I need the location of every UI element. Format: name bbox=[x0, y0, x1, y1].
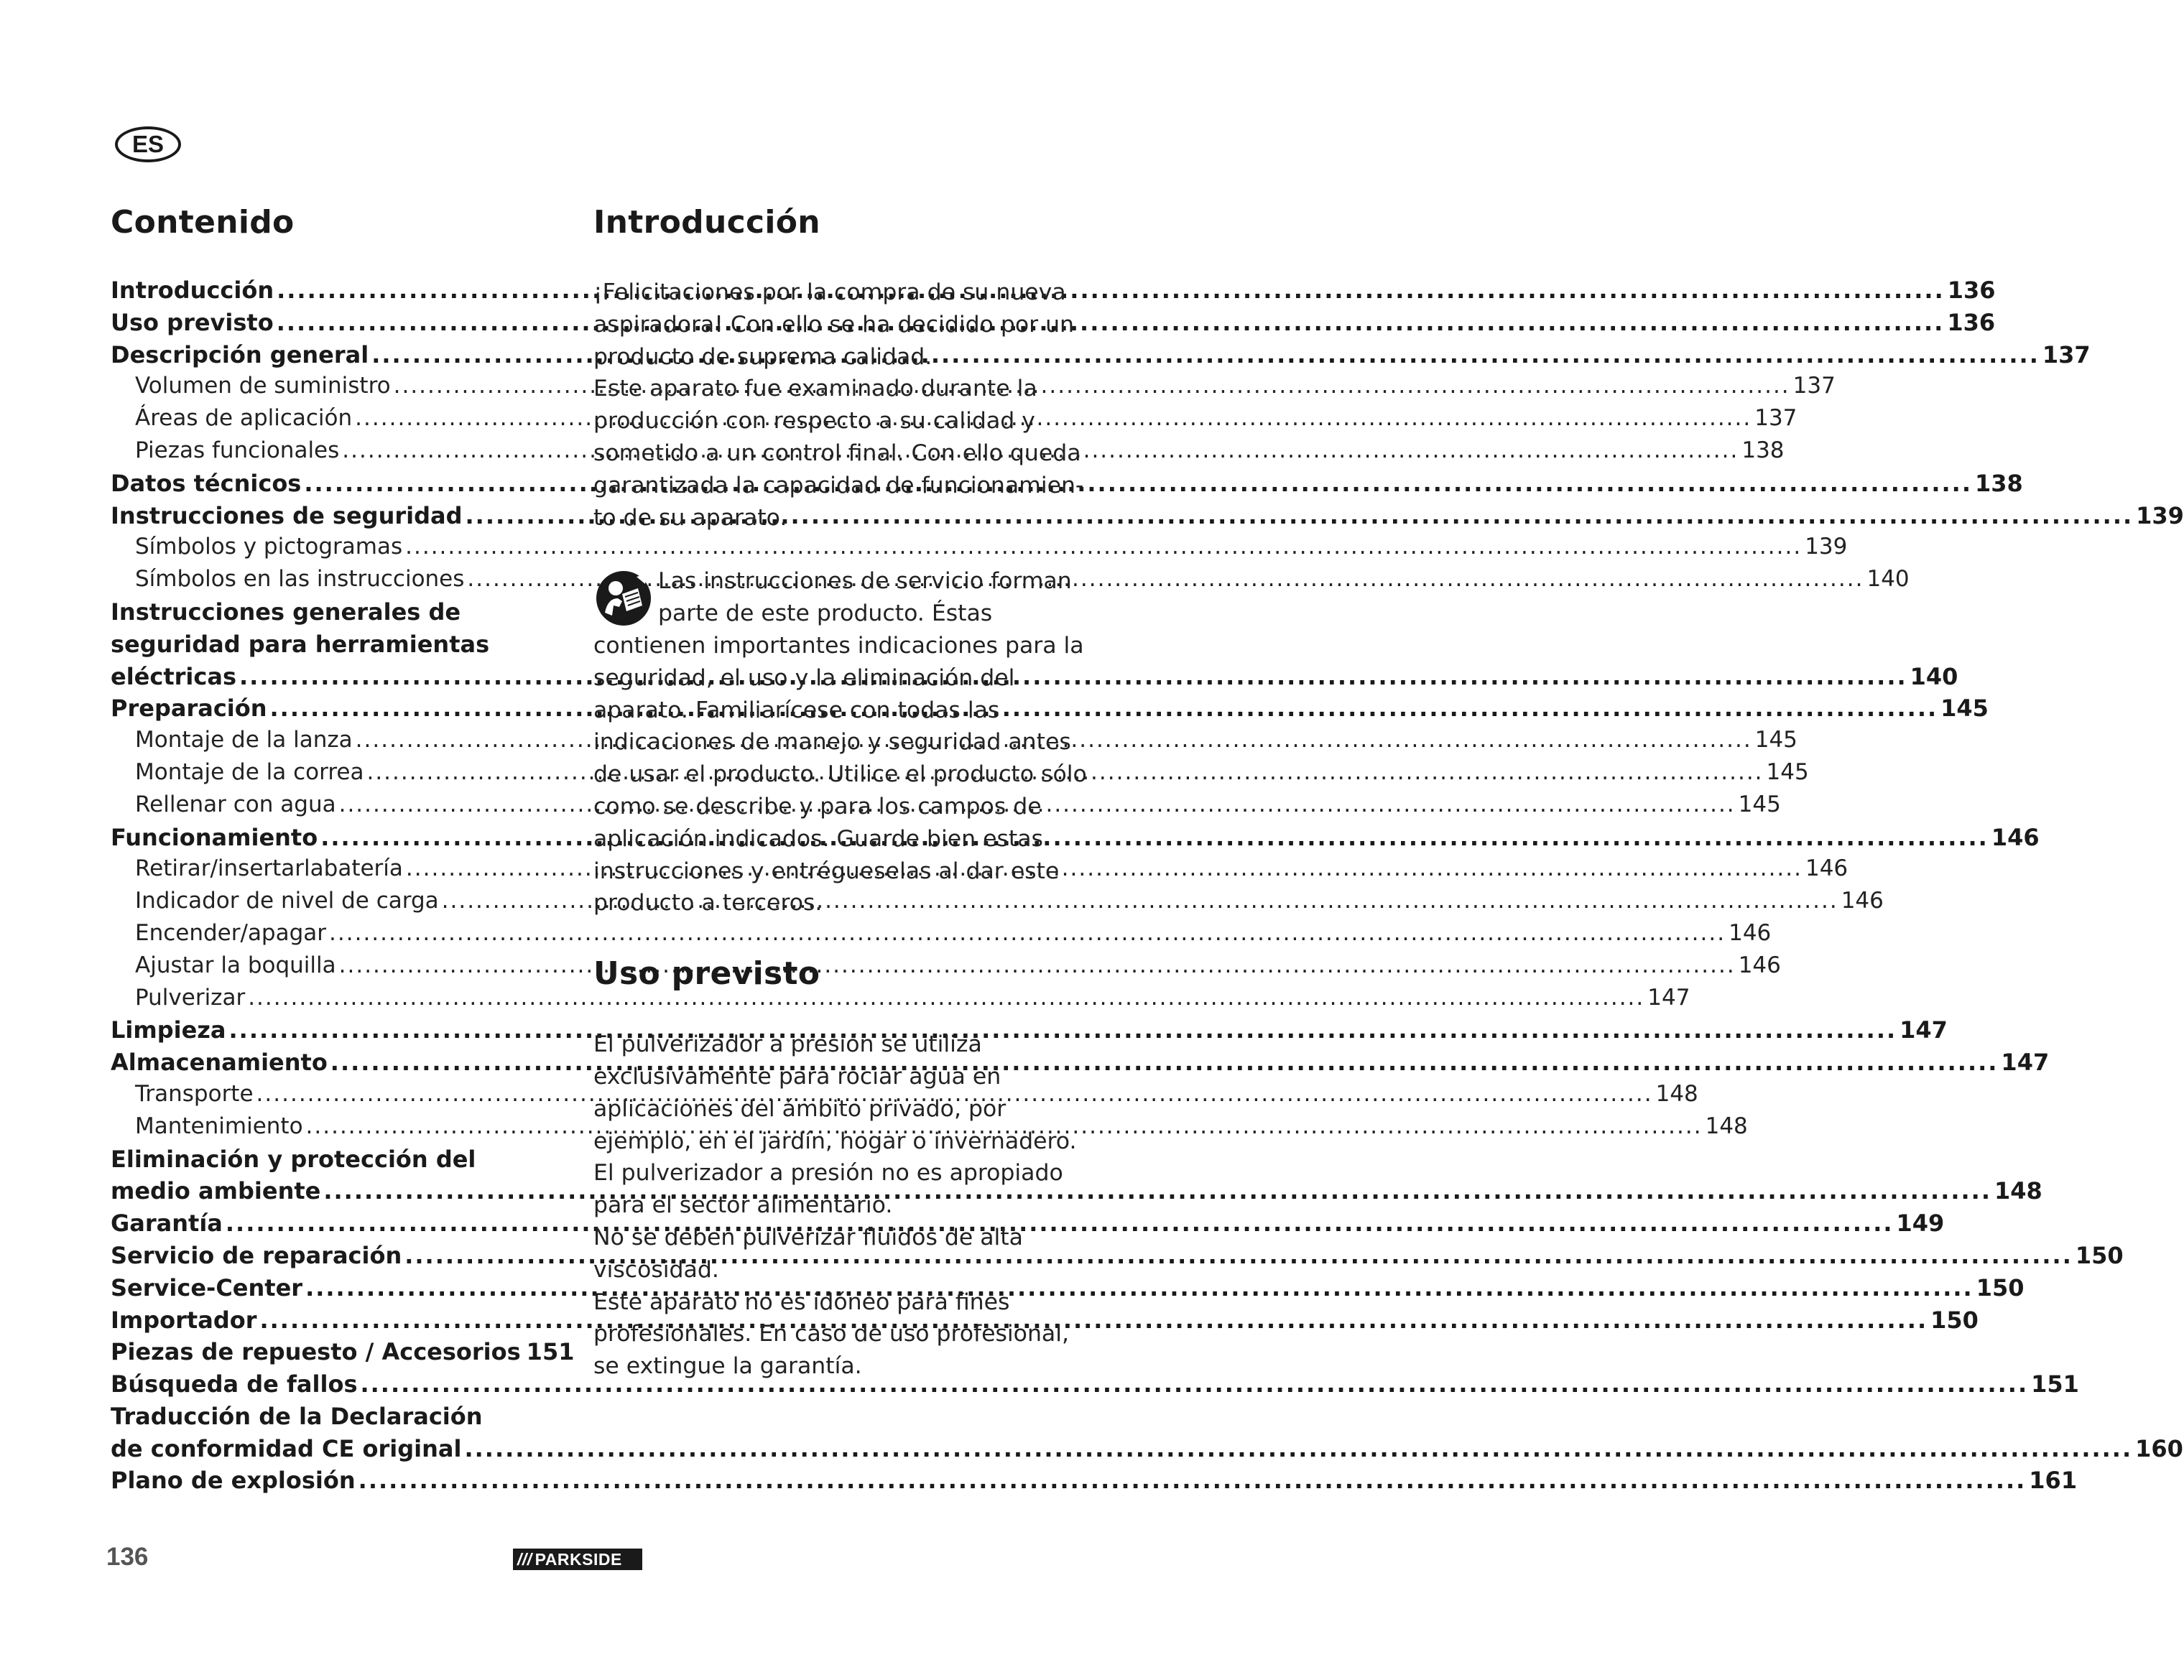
toc-entry-page: 148 bbox=[1655, 1080, 1698, 1107]
text-line: ¡Felicitaciones por la compra de su nueva bbox=[593, 279, 1066, 305]
intro-body bbox=[593, 277, 1084, 534]
toc-leader-dots bbox=[270, 695, 1938, 722]
toc-entry-label: Ajustar la boquilla bbox=[135, 952, 336, 978]
toc-entry-page: 148 bbox=[1705, 1113, 1748, 1139]
text-line: parte de este producto. Éstas bbox=[658, 600, 993, 627]
text-line: aplicación indicados. Guarde bien estas bbox=[593, 825, 1043, 852]
text-line: profesionales. En caso de uso profesional, bbox=[593, 1321, 1069, 1347]
toc-leader-dots bbox=[320, 824, 1989, 851]
toc-entry-label: Piezas funcionales bbox=[135, 437, 340, 463]
text-line: como se describe y para los campos de bbox=[593, 793, 1042, 820]
toc-entry-page: 139 bbox=[2136, 501, 2184, 529]
toc-entry-label: Piezas de repuesto / Accesorios bbox=[111, 1338, 521, 1366]
toc-entry-label: Instrucciones de seguridad bbox=[111, 501, 463, 529]
text-line: instrucciones y entrégueselas al dar este bbox=[593, 858, 1060, 884]
toc-entry-page: 137 bbox=[2042, 340, 2091, 368]
text-line: Las instrucciones de servicio forman bbox=[658, 568, 1072, 595]
toc-entry-label: Búsqueda de fallos bbox=[111, 1370, 358, 1398]
toc-leader-dots bbox=[277, 309, 1945, 336]
text-line: aplicaciones del ámbito privado, por bbox=[593, 1095, 1007, 1122]
text-line: seguridad, el uso y la eliminación del bbox=[593, 664, 1015, 691]
toc-entry-label: Garantía bbox=[111, 1210, 223, 1238]
toc-entry-label: de conformidad CE original bbox=[111, 1434, 462, 1462]
uso-title: Uso previsto bbox=[593, 955, 820, 993]
toc-entry-page: 145 bbox=[1738, 791, 1781, 817]
toc-entry-page: 150 bbox=[1976, 1273, 2025, 1301]
toc-leader-dots bbox=[259, 1307, 1928, 1334]
toc-entry-page: 140 bbox=[1866, 566, 1910, 593]
toc-entry-page: 150 bbox=[1930, 1306, 1979, 1334]
toc-entry-label: Plano de explosión bbox=[111, 1467, 356, 1495]
toc-leader-dots bbox=[304, 470, 1972, 497]
toc-entry-label: Service-Center bbox=[111, 1273, 303, 1301]
uso-body bbox=[593, 1029, 1077, 1383]
toc-entry-page: 138 bbox=[1974, 469, 2023, 497]
toc-entry-page: 147 bbox=[1900, 1016, 1948, 1044]
text-line: contienen importantes indicaciones para la bbox=[593, 632, 1084, 659]
manual-notice bbox=[593, 565, 1087, 919]
toc-leader-dots bbox=[464, 1435, 2132, 1462]
toc-entry-page: 136 bbox=[1947, 308, 1996, 336]
toc-entry-label: Importador bbox=[111, 1306, 257, 1334]
toc-entry-label: seguridad para herramientas bbox=[111, 630, 490, 658]
text-line: para el sector alimentario. bbox=[593, 1192, 893, 1219]
toc-entry-page: 138 bbox=[1741, 437, 1785, 463]
text-line: producto a terceros. bbox=[593, 890, 823, 916]
read-manual-icon bbox=[593, 568, 654, 628]
text-line: No se deben pulverizar fluidos de alta bbox=[593, 1224, 1023, 1250]
toc-entry-page: 137 bbox=[1754, 405, 1797, 432]
toc-entry-label: Mantenimiento bbox=[135, 1113, 303, 1139]
toc-entry-label: medio ambiente bbox=[111, 1177, 321, 1205]
toc-entry[interactable] bbox=[111, 534, 1848, 566]
text-line: se extingue la garantía. bbox=[593, 1353, 862, 1380]
toc-entry-page: 146 bbox=[1738, 952, 1781, 978]
intro-title: Introducción bbox=[593, 204, 820, 241]
page-number: 136 bbox=[106, 1543, 149, 1571]
toc-entry-label: Rellenar con agua bbox=[135, 791, 336, 817]
toc-entry-label: Montaje de la correa bbox=[135, 758, 364, 785]
toc-entry-page: 146 bbox=[1841, 888, 1884, 914]
toc-entry-page: 161 bbox=[2029, 1467, 2078, 1495]
toc-leader-dots bbox=[358, 1467, 2027, 1494]
toc-entry-label: Montaje de la lanza bbox=[135, 727, 353, 753]
parkside-logo bbox=[513, 1549, 642, 1570]
toc-entry-page: 148 bbox=[1994, 1177, 2042, 1205]
toc-entry-page: 146 bbox=[1991, 823, 2040, 851]
toc-entry-label: Instrucciones generales de bbox=[111, 598, 461, 626]
toc-entry-label: Introducción bbox=[111, 277, 274, 304]
toc-entry-label: Descripción general bbox=[111, 340, 369, 368]
text-line: producción con respecto a su calidad y bbox=[593, 408, 1035, 435]
toc-entry-page: 136 bbox=[1947, 277, 1996, 304]
toc-entry[interactable] bbox=[111, 1403, 565, 1435]
text-line: indicaciones de manejo y seguridad antes bbox=[593, 729, 1071, 756]
text-line: Este aparato fue examinado durante la bbox=[593, 376, 1037, 402]
content-column bbox=[593, 200, 1087, 1383]
toc-entry-page: 145 bbox=[1754, 727, 1797, 753]
toc-entry-label: Símbolos en las instrucciones bbox=[135, 566, 465, 593]
toc-entry[interactable] bbox=[111, 598, 565, 631]
text-line: aparato. Familiarícese con todas las bbox=[593, 697, 1000, 723]
toc-entry-page: 149 bbox=[1896, 1210, 1945, 1238]
toc-entry-label: Limpieza bbox=[111, 1016, 226, 1044]
toc-entry-page: 147 bbox=[1647, 984, 1690, 1011]
toc-leader-dots bbox=[277, 277, 1945, 304]
toc-entry-label: Almacenamiento bbox=[111, 1049, 328, 1077]
toc-entry-page: 140 bbox=[1910, 662, 1958, 690]
toc-entry-label: Símbolos y pictogramas bbox=[135, 534, 403, 560]
toc-entry-label: Servicio de reparación bbox=[111, 1241, 402, 1269]
text-line: to de su aparato. bbox=[593, 504, 787, 531]
text-line: de usar el producto. Utilice el producto sólo bbox=[593, 761, 1087, 788]
toc-leader-dots bbox=[323, 1177, 1991, 1205]
toc-entry-page: 146 bbox=[1729, 919, 1772, 946]
toc-entry[interactable] bbox=[111, 984, 1690, 1017]
toc-entry-label: eléctricas bbox=[111, 662, 236, 690]
toc-leader-dots bbox=[239, 663, 1907, 690]
text-line: garantizada la capacidad de funcionamien- bbox=[593, 472, 1084, 498]
text-line: El pulverizador a presión se utiliza bbox=[593, 1031, 982, 1058]
toc-entry-page: 145 bbox=[1940, 695, 1989, 723]
toc-entry-page: 146 bbox=[1805, 855, 1848, 882]
toc-leader-dots bbox=[330, 1049, 1999, 1076]
toc-entry[interactable] bbox=[111, 1146, 565, 1178]
text-line: sometido a un control final. Con ello queda bbox=[593, 440, 1081, 466]
toc-entry-label: Funcionamiento bbox=[111, 823, 318, 851]
toc-entry-label: Pulverizar bbox=[135, 984, 246, 1011]
toc-entry-page: 145 bbox=[1766, 758, 1809, 785]
text-line: aspiradora! Con ello se ha decidido por un bbox=[593, 311, 1075, 338]
toc-entry-label: Encender/apagar bbox=[135, 919, 327, 946]
text-line: producto de suprema calidad. bbox=[593, 343, 933, 370]
toc-entry-page: 139 bbox=[1805, 534, 1848, 560]
toc-entry[interactable] bbox=[111, 1434, 2183, 1467]
toc-entry[interactable] bbox=[111, 1338, 575, 1370]
toc-entry-page: 150 bbox=[2075, 1241, 2124, 1269]
toc-entry-label: Indicador de nivel de carga bbox=[135, 888, 439, 914]
toc-entry[interactable] bbox=[111, 1370, 2079, 1403]
brand-name: PARKSIDE bbox=[535, 1549, 622, 1569]
toc-leader-dots bbox=[305, 1274, 1974, 1301]
toc-entry-page: 151 bbox=[526, 1338, 575, 1366]
text-line: ejemplo, en el jardín, hogar o invernadero. bbox=[593, 1128, 1077, 1154]
toc-entry-label: Áreas de aplicación bbox=[135, 405, 353, 432]
toc-entry[interactable] bbox=[111, 631, 565, 663]
text-line: Este aparato no es idóneo para fines bbox=[593, 1289, 1010, 1315]
text-line: exclusivamente para rociar agua en bbox=[593, 1063, 1001, 1090]
brand-slashes: /// bbox=[517, 1549, 532, 1569]
toc-entry-label: Datos técnicos bbox=[111, 469, 302, 497]
toc-entry-label: Eliminación y protección del bbox=[111, 1145, 476, 1173]
toc-entry[interactable] bbox=[111, 919, 1772, 952]
toc-title: Contenido bbox=[111, 204, 295, 241]
toc-entry-label: Uso previsto bbox=[111, 308, 274, 336]
toc-entry-page: 160 bbox=[2135, 1434, 2183, 1462]
toc-entry-label: Transporte bbox=[135, 1080, 254, 1107]
text-line: El pulverizador a presión no es apropiado bbox=[593, 1160, 1063, 1187]
toc-entry-page: 137 bbox=[1792, 373, 1836, 399]
toc-entry-label: Volumen de suministro bbox=[135, 373, 391, 399]
toc-entry-label: Preparación bbox=[111, 695, 267, 723]
toc-entry[interactable] bbox=[111, 1467, 2078, 1499]
toc-entry-page: 147 bbox=[2001, 1049, 2050, 1077]
language-badge: ES bbox=[115, 126, 181, 162]
toc-entry-label: Retirar/insertarlabatería bbox=[135, 855, 403, 882]
text-line: viscosidad. bbox=[593, 1256, 719, 1283]
toc-entry-page: 151 bbox=[2031, 1370, 2079, 1398]
toc-entry-label: Traducción de la Declaración bbox=[111, 1402, 483, 1430]
